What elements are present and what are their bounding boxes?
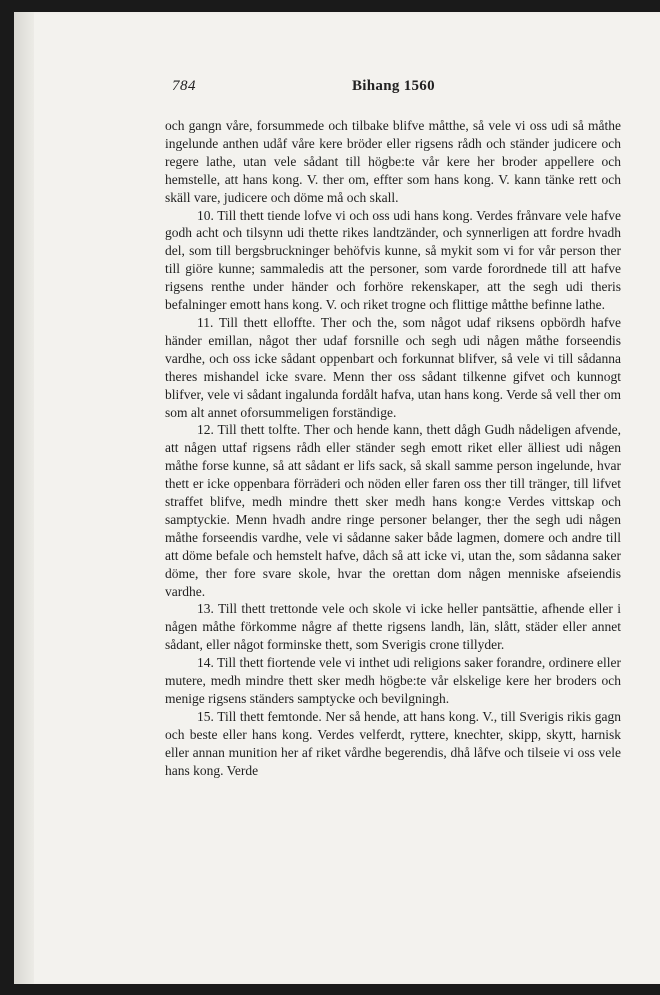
paragraph-article-14: 14. Till thett fiortende vele vi inthet udi religions saker forandre, ordinere eller mutere, medh mindre thett sker medh högbe:te vår elskelige kere her broders och menige rigsens ständers samptycke och bevilgningh.: [165, 655, 621, 706]
page-header: [172, 78, 622, 100]
paragraph-article-12: 12. Till thett tolfte. Ther och hende kann, thett dågh Gudh nådeligen afvende, att någen uttaf rigsens rådh eller ständer segh emott riket eller älliest udi någen måthe forse kunne, så att sådant er lifs sack, så skall samme person ingelunde, hvar thett er icke oppenbara förräderi och nöden eller faren oss ther till tränger, till lifvet straffet blifve, medh mindre thett sker medh hans kong:e Verdes vittskap och samptyckie. Menn hvadh andre ringe personer belanger, ther the segh udi någen måthe forseendis vardhe, vele vi sådanne saker både lagmen, domere och andre till att döme befale och hemstelt hafve, dåch så att icke vi, utan the, som sådanna saker döme, ther fore svare skole, hvar the orettan dom någen menniske afseiendis vardhe.: [165, 422, 621, 599]
page-gutter: [14, 12, 34, 984]
paragraph-article-13: 13. Till thett trettonde vele och skole vi icke heller pantsättie, afhende eller i någen måthe förkomme någre af thette rigsens landh, län, slått, städer eller annet sådant, eller något forminske thett, som Sverigis crone tillyder.: [165, 601, 621, 653]
book-page: [14, 12, 660, 984]
page-number: 784: [172, 78, 196, 94]
running-head: Bihang 1560: [352, 78, 435, 94]
paragraph-continuation: och gangn våre, forsummede och tilbake blifve måtthe, så vele vi oss udi så måthe ingelunde anthen udåf våre kere bröder eller rigsens rådh och ständer judicere och regere lathe, utan vele sådant till högbe:te vår kere her broder appellere och hemstelle, att hans kong. V. ther om, effter som hans kong. V. kann tänke rett och skäll vare, judicere och döme må och skall.: [165, 118, 621, 205]
paragraph-article-15: 15. Till thett femtonde. Ner så hende, att hans kong. V., till Sverigis rikis gagn och beste eller hans kong. Verdes velferdt, ryttere, knechter, skipp, skytt, harnisk eller annan munition her af riket vårdhe begerendis, dhå låfve och tilseie vi oss vele hans kong. Verde: [165, 708, 621, 778]
body-text: [165, 117, 621, 780]
paragraph-article-11: 11. Till thett elloffte. Ther och the, som något udaf riksens opbördh hafve händer emillan, något ther udaf forsnille och segh udi någen måthe forseendis vardhe, och oss icke sådant oppenbart och forkunnat blifver, så vele vi till sådanna theres mishandel icke svare. Menn ther oss sådant tilkenne gifvet och kunnogt blifver, vele vi sådant ingalunda fordålt hafva, utan hans kong. Verde så vell ther om som alt annet oforsummeligen forständige.: [165, 314, 621, 420]
paragraph-article-10: 10. Till thett tiende lofve vi och oss udi hans kong. Verdes frånvare vele hafve godh acht och tilsynn udi thette rikes landtzänder, och synnerligen att fordre hvadh del, som till bergsbruckninger behöfvis kunne, så mykit som vi for vår person ther till giöre kunne; sammaledis att the personer, som varde forordnede till att hafve rigsens renthe under händer och forhöre rekenskaper, att the segh udi theris befalninger emott hans kong. V. och riket trogne och flittige måtthe befinne lathe.: [165, 207, 621, 313]
